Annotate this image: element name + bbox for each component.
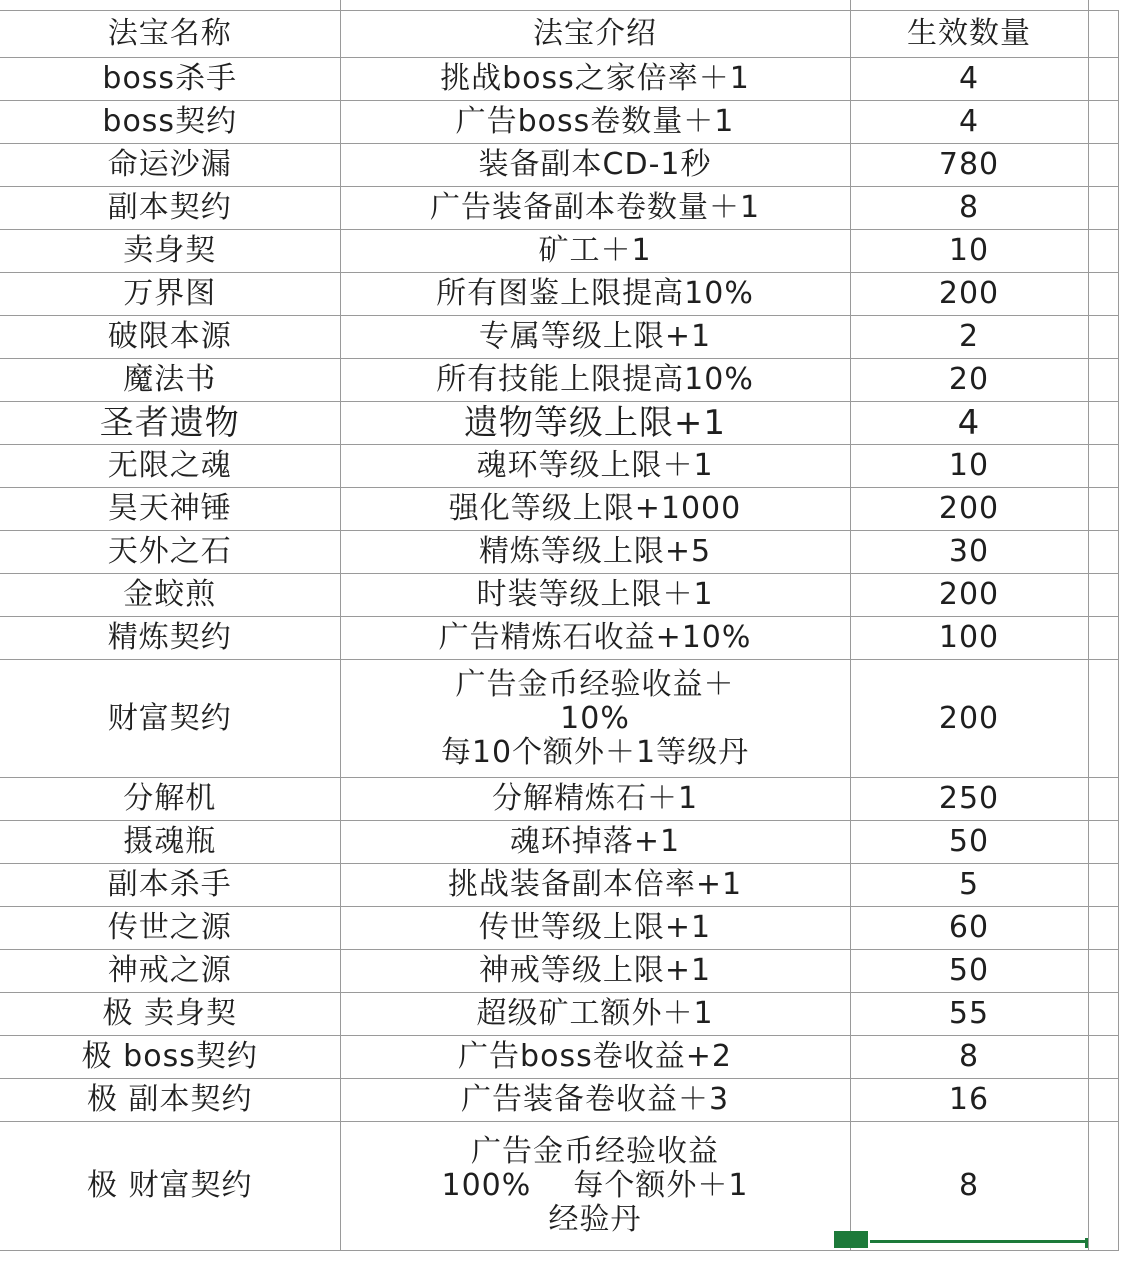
treasure-name-cell[interactable]: 精炼契约 [0, 617, 340, 660]
empty-cell[interactable] [1088, 1122, 1118, 1251]
treasure-intro-line: 魂环等级上限＋1 [476, 448, 714, 483]
treasure-name-cell[interactable]: boss契约 [0, 101, 340, 144]
effective-count-cell[interactable]: 2 [850, 316, 1088, 359]
treasure-intro-cell[interactable] [340, 359, 850, 402]
table-row [0, 273, 1118, 316]
empty-cell[interactable] [1088, 58, 1118, 101]
table-row [0, 778, 1118, 821]
treasure-name-cell[interactable]: 摄魂瓶 [0, 821, 340, 864]
treasure-intro-cell[interactable] [340, 316, 850, 359]
treasure-name-cell[interactable]: 神戒之源 [0, 950, 340, 993]
treasure-intro-cell[interactable] [340, 273, 850, 316]
effective-count-cell[interactable]: 16 [850, 1079, 1088, 1122]
effective-count-cell[interactable]: 5 [850, 864, 1088, 907]
empty-cell[interactable] [1088, 950, 1118, 993]
effective-count-cell[interactable]: 4 [850, 101, 1088, 144]
header-intro-cell[interactable]: 法宝介绍 [340, 11, 850, 58]
effective-count-cell[interactable]: 10 [850, 445, 1088, 488]
table-row [0, 144, 1118, 187]
treasure-intro-line: 神戒等级上限+1 [478, 953, 712, 988]
treasure-intro-cell[interactable] [340, 101, 850, 144]
treasure-intro-line: 经验丹 [548, 1202, 642, 1237]
table-row [0, 402, 1118, 445]
treasure-name-cell[interactable]: 分解机 [0, 778, 340, 821]
table-row [0, 359, 1118, 402]
effective-count-cell[interactable]: 50 [850, 821, 1088, 864]
treasure-intro-cell[interactable] [340, 993, 850, 1036]
treasure-intro-line: 遗物等级上限+1 [463, 403, 727, 443]
table-row [0, 821, 1118, 864]
treasure-name-cell[interactable]: 命运沙漏 [0, 144, 340, 187]
treasure-intro-line: 挑战装备副本倍率+1 [447, 867, 743, 902]
table-row [0, 58, 1118, 101]
treasure-intro-line: 强化等级上限+1000 [448, 491, 742, 526]
treasure-name-cell[interactable]: 昊天神锤 [0, 488, 340, 531]
treasure-name-cell[interactable]: 极 副本契约 [0, 1079, 340, 1122]
treasure-intro-line: 装备副本CD-1秒 [478, 147, 712, 182]
selection-border-corner [1085, 1238, 1088, 1248]
treasure-intro-cell[interactable] [340, 531, 850, 574]
table-row [0, 101, 1118, 144]
treasure-name-cell[interactable]: 天外之石 [0, 531, 340, 574]
treasure-table [0, 10, 1119, 1251]
treasure-intro-cell[interactable] [340, 821, 850, 864]
table-row [0, 1036, 1118, 1079]
empty-cell[interactable] [1088, 864, 1118, 907]
treasure-intro-cell[interactable] [340, 187, 850, 230]
table-row [0, 660, 1118, 778]
treasure-name-cell[interactable]: 副本契约 [0, 187, 340, 230]
empty-cell[interactable] [1088, 144, 1118, 187]
treasure-intro-cell[interactable] [340, 488, 850, 531]
treasure-name-cell[interactable]: 圣者遗物 [0, 402, 340, 445]
treasure-intro-cell[interactable] [340, 230, 850, 273]
treasure-intro-line: 广告精炼石收益+10% [438, 620, 752, 655]
treasure-intro-line: 魂环掉落+1 [509, 824, 681, 859]
effective-count-cell[interactable]: 55 [850, 993, 1088, 1036]
effective-count-cell[interactable]: 60 [850, 907, 1088, 950]
treasure-intro-cell[interactable] [340, 660, 850, 778]
effective-count-cell[interactable]: 50 [850, 950, 1088, 993]
effective-count-cell[interactable]: 20 [850, 359, 1088, 402]
previous-row-fragment [0, 0, 341, 10]
empty-cell[interactable] [1088, 359, 1118, 402]
table-row [0, 993, 1118, 1036]
effective-count-cell[interactable]: 200 [850, 574, 1088, 617]
empty-cell[interactable] [1088, 617, 1118, 660]
treasure-intro-line: 所有图鉴上限提高10% [436, 276, 754, 311]
empty-cell[interactable] [1088, 316, 1118, 359]
empty-cell[interactable] [1088, 230, 1118, 273]
treasure-intro-line: 精炼等级上限+5 [478, 534, 712, 569]
treasure-intro-line: 专属等级上限+1 [478, 319, 712, 354]
empty-cell[interactable] [1088, 660, 1118, 778]
treasure-name-cell[interactable]: 无限之魂 [0, 445, 340, 488]
treasure-intro-cell[interactable] [340, 1122, 850, 1251]
empty-cell[interactable] [1088, 1079, 1118, 1122]
treasure-intro-cell[interactable] [340, 778, 850, 821]
empty-cell[interactable] [1088, 488, 1118, 531]
treasure-intro-cell[interactable] [340, 950, 850, 993]
effective-count-cell[interactable]: 200 [850, 273, 1088, 316]
treasure-name-cell[interactable]: 破限本源 [0, 316, 340, 359]
treasure-intro-cell[interactable] [340, 402, 850, 445]
treasure-name-cell[interactable]: 极 boss契约 [0, 1036, 340, 1079]
treasure-intro-cell[interactable] [340, 58, 850, 101]
treasure-intro-line: 100% 每个额外＋1 [441, 1168, 749, 1203]
header-name-cell[interactable]: 法宝名称 [0, 11, 340, 58]
table-row [0, 531, 1118, 574]
empty-cell[interactable] [1088, 778, 1118, 821]
table-row [0, 445, 1118, 488]
table-row [0, 1122, 1118, 1251]
effective-count-cell[interactable]: 8 [850, 1036, 1088, 1079]
treasure-intro-cell[interactable] [340, 1036, 850, 1079]
table-row [0, 617, 1118, 660]
effective-count-cell[interactable]: 250 [850, 778, 1088, 821]
effective-count-cell[interactable]: 8 [850, 187, 1088, 230]
treasure-intro-cell[interactable] [340, 144, 850, 187]
table-row [0, 488, 1118, 531]
table-row [0, 316, 1118, 359]
empty-cell[interactable] [1088, 445, 1118, 488]
empty-cell[interactable] [1088, 273, 1118, 316]
previous-row-fragment [340, 0, 851, 10]
empty-cell[interactable] [1088, 821, 1118, 864]
effective-count-cell[interactable]: 4 [850, 402, 1088, 445]
treasure-intro-line: 广告金币经验收益＋ [455, 666, 735, 702]
empty-cell[interactable] [1088, 187, 1118, 230]
effective-count-cell[interactable]: 10 [850, 230, 1088, 273]
treasure-intro-line: 时装等级上限＋1 [476, 577, 714, 612]
treasure-name-cell[interactable]: 万界图 [0, 273, 340, 316]
table-row [0, 864, 1118, 907]
treasure-name-cell[interactable]: 传世之源 [0, 907, 340, 950]
empty-cell[interactable] [1088, 402, 1118, 445]
selection-border [870, 1240, 1088, 1243]
effective-count-cell[interactable]: 4 [850, 58, 1088, 101]
treasure-intro-cell[interactable] [340, 617, 850, 660]
treasure-intro-cell[interactable] [340, 1079, 850, 1122]
treasure-intro-cell[interactable] [340, 907, 850, 950]
treasure-intro-cell[interactable] [340, 445, 850, 488]
treasure-intro-line: 每10个额外＋1等级丹 [440, 734, 750, 770]
treasure-intro-line: 矿工＋1 [538, 233, 652, 268]
empty-cell[interactable] [1088, 11, 1118, 58]
treasure-intro-line: 超级矿工额外＋1 [476, 996, 714, 1031]
effective-count-cell[interactable]: 200 [850, 660, 1088, 778]
effective-count-cell[interactable]: 100 [850, 617, 1088, 660]
treasure-name-cell[interactable]: 极 卖身契 [0, 993, 340, 1036]
treasure-intro-line: 广告boss卷收益+2 [458, 1039, 732, 1074]
effective-count-cell[interactable]: 780 [850, 144, 1088, 187]
effective-count-cell[interactable]: 30 [850, 531, 1088, 574]
treasure-intro-line: 10% [560, 700, 630, 736]
treasure-intro-line: 所有技能上限提高10% [436, 362, 754, 397]
treasure-name-cell[interactable]: 极 财富契约 [0, 1122, 340, 1251]
empty-cell[interactable] [1088, 531, 1118, 574]
treasure-name-cell[interactable]: 卖身契 [0, 230, 340, 273]
table-row [0, 187, 1118, 230]
treasure-name-cell[interactable]: 财富契约 [0, 660, 340, 778]
treasure-intro-line: 广告装备副本卷数量＋1 [429, 190, 761, 225]
treasure-intro-line: 广告boss卷数量＋1 [455, 104, 735, 139]
treasure-intro-line: 广告金币经验收益 [471, 1134, 719, 1169]
treasure-intro-line: 传世等级上限+1 [478, 910, 712, 945]
effective-count-cell[interactable]: 200 [850, 488, 1088, 531]
table-row [0, 907, 1118, 950]
treasure-name-cell[interactable]: 魔法书 [0, 359, 340, 402]
empty-cell[interactable] [1088, 574, 1118, 617]
selection-fill-handle[interactable] [834, 1231, 868, 1248]
treasure-intro-cell[interactable] [340, 574, 850, 617]
treasure-intro-line: 广告装备卷收益＋3 [460, 1082, 730, 1117]
header-row [0, 11, 1118, 58]
empty-cell[interactable] [1088, 993, 1118, 1036]
header-count-cell[interactable]: 生效数量 [850, 11, 1088, 58]
treasure-intro-line: 挑战boss之家倍率＋1 [440, 61, 750, 96]
table-row [0, 230, 1118, 273]
empty-cell[interactable] [1088, 101, 1118, 144]
previous-row-fragment [850, 0, 1089, 10]
effective-count-cell[interactable]: 8 [850, 1122, 1088, 1251]
table-row [0, 574, 1118, 617]
table-row [0, 1079, 1118, 1122]
treasure-intro-cell[interactable] [340, 864, 850, 907]
empty-cell[interactable] [1088, 1036, 1118, 1079]
treasure-name-cell[interactable]: 金蛟煎 [0, 574, 340, 617]
treasure-intro-line: 分解精炼石＋1 [491, 781, 699, 816]
table-row [0, 950, 1118, 993]
treasure-name-cell[interactable]: boss杀手 [0, 58, 340, 101]
treasure-name-cell[interactable]: 副本杀手 [0, 864, 340, 907]
empty-cell[interactable] [1088, 907, 1118, 950]
